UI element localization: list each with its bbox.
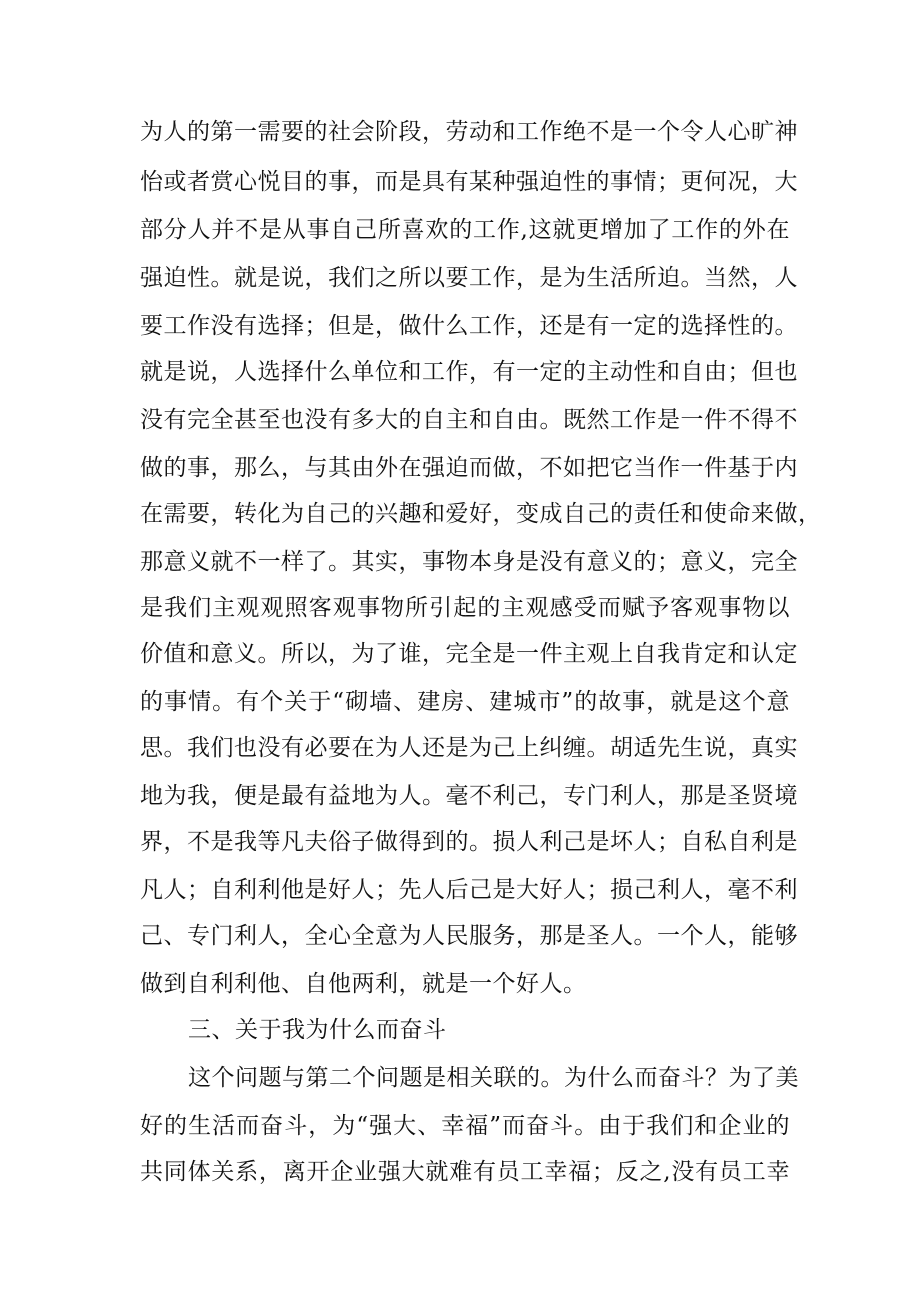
text-line: 思。我们也没有必要在为人还是为己上纠缠。胡适先生说，真实 — [140, 735, 798, 761]
text-line: 部分人并不是从事自己所喜欢的工作,这就更增加了工作的外在 — [140, 217, 790, 243]
text-line: 要工作没有选择；但是，做什么工作，还是有一定的选择性的。 — [140, 313, 798, 339]
text-line: 做到自利利他、自他两利，就是一个好人。 — [140, 971, 587, 997]
text-line: 这个问题与第二个问题是相关联的。为什么而奋斗？为了美 — [188, 1065, 799, 1091]
text-line: 界，不是我等凡夫俗子做得到的。损人利己是坏人；自私自利是 — [140, 829, 798, 855]
text-line: 己、专门利人，全心全意为人民服务，那是圣人。一个人，能够 — [140, 923, 798, 949]
text-line: 为人的第一需要的社会阶段，劳动和工作绝不是一个令人心旷神 — [140, 119, 798, 145]
text-line: 地为我，便是最有益地为人。毫不利己，专门利人，那是圣贤境 — [140, 783, 798, 809]
text-line: 那意义就不一样了。其实，事物本身是没有意义的；意义，完全 — [140, 549, 798, 575]
text-line: 价值和意义。所以，为了谁，完全是一件主观上自我肯定和认定 — [140, 641, 798, 667]
text-line: 在需要，转化为自己的兴趣和爱好，变成自己的责任和使命来做， — [140, 501, 822, 527]
section-heading: 三、关于我为什么而奋斗 — [188, 1017, 447, 1043]
text-line: 就是说，人选择什么单位和工作，有一定的主动性和自由；但也 — [140, 359, 798, 385]
text-line: 的事情。有个关于“砌墙、建房、建城市”的故事，就是这个意 — [140, 689, 790, 715]
text-line: 做的事，那么，与其由外在强迫而做，不如把它当作一件基于内 — [140, 455, 798, 481]
text-line: 凡人；自利利他是好人；先人后己是大好人；损己利人，毫不利 — [140, 877, 798, 903]
text-line: 共同体关系，离开企业强大就难有员工幸福；反之,没有员工幸 — [140, 1159, 790, 1185]
text-line: 怡或者赏心悦目的事，而是具有某种强迫性的事情；更何况，大 — [140, 169, 798, 195]
text-line: 没有完全甚至也没有多大的自主和自由。既然工作是一件不得不 — [140, 407, 798, 433]
text-line: 是我们主观观照客观事物所引起的主观感受而赋予客观事物以 — [140, 595, 790, 621]
text-line: 强迫性。就是说，我们之所以要工作，是为生活所迫。当然，人 — [140, 265, 798, 291]
text-line: 好的生活而奋斗，为“强大、幸福”而奋斗。由于我们和企业的 — [140, 1113, 790, 1139]
